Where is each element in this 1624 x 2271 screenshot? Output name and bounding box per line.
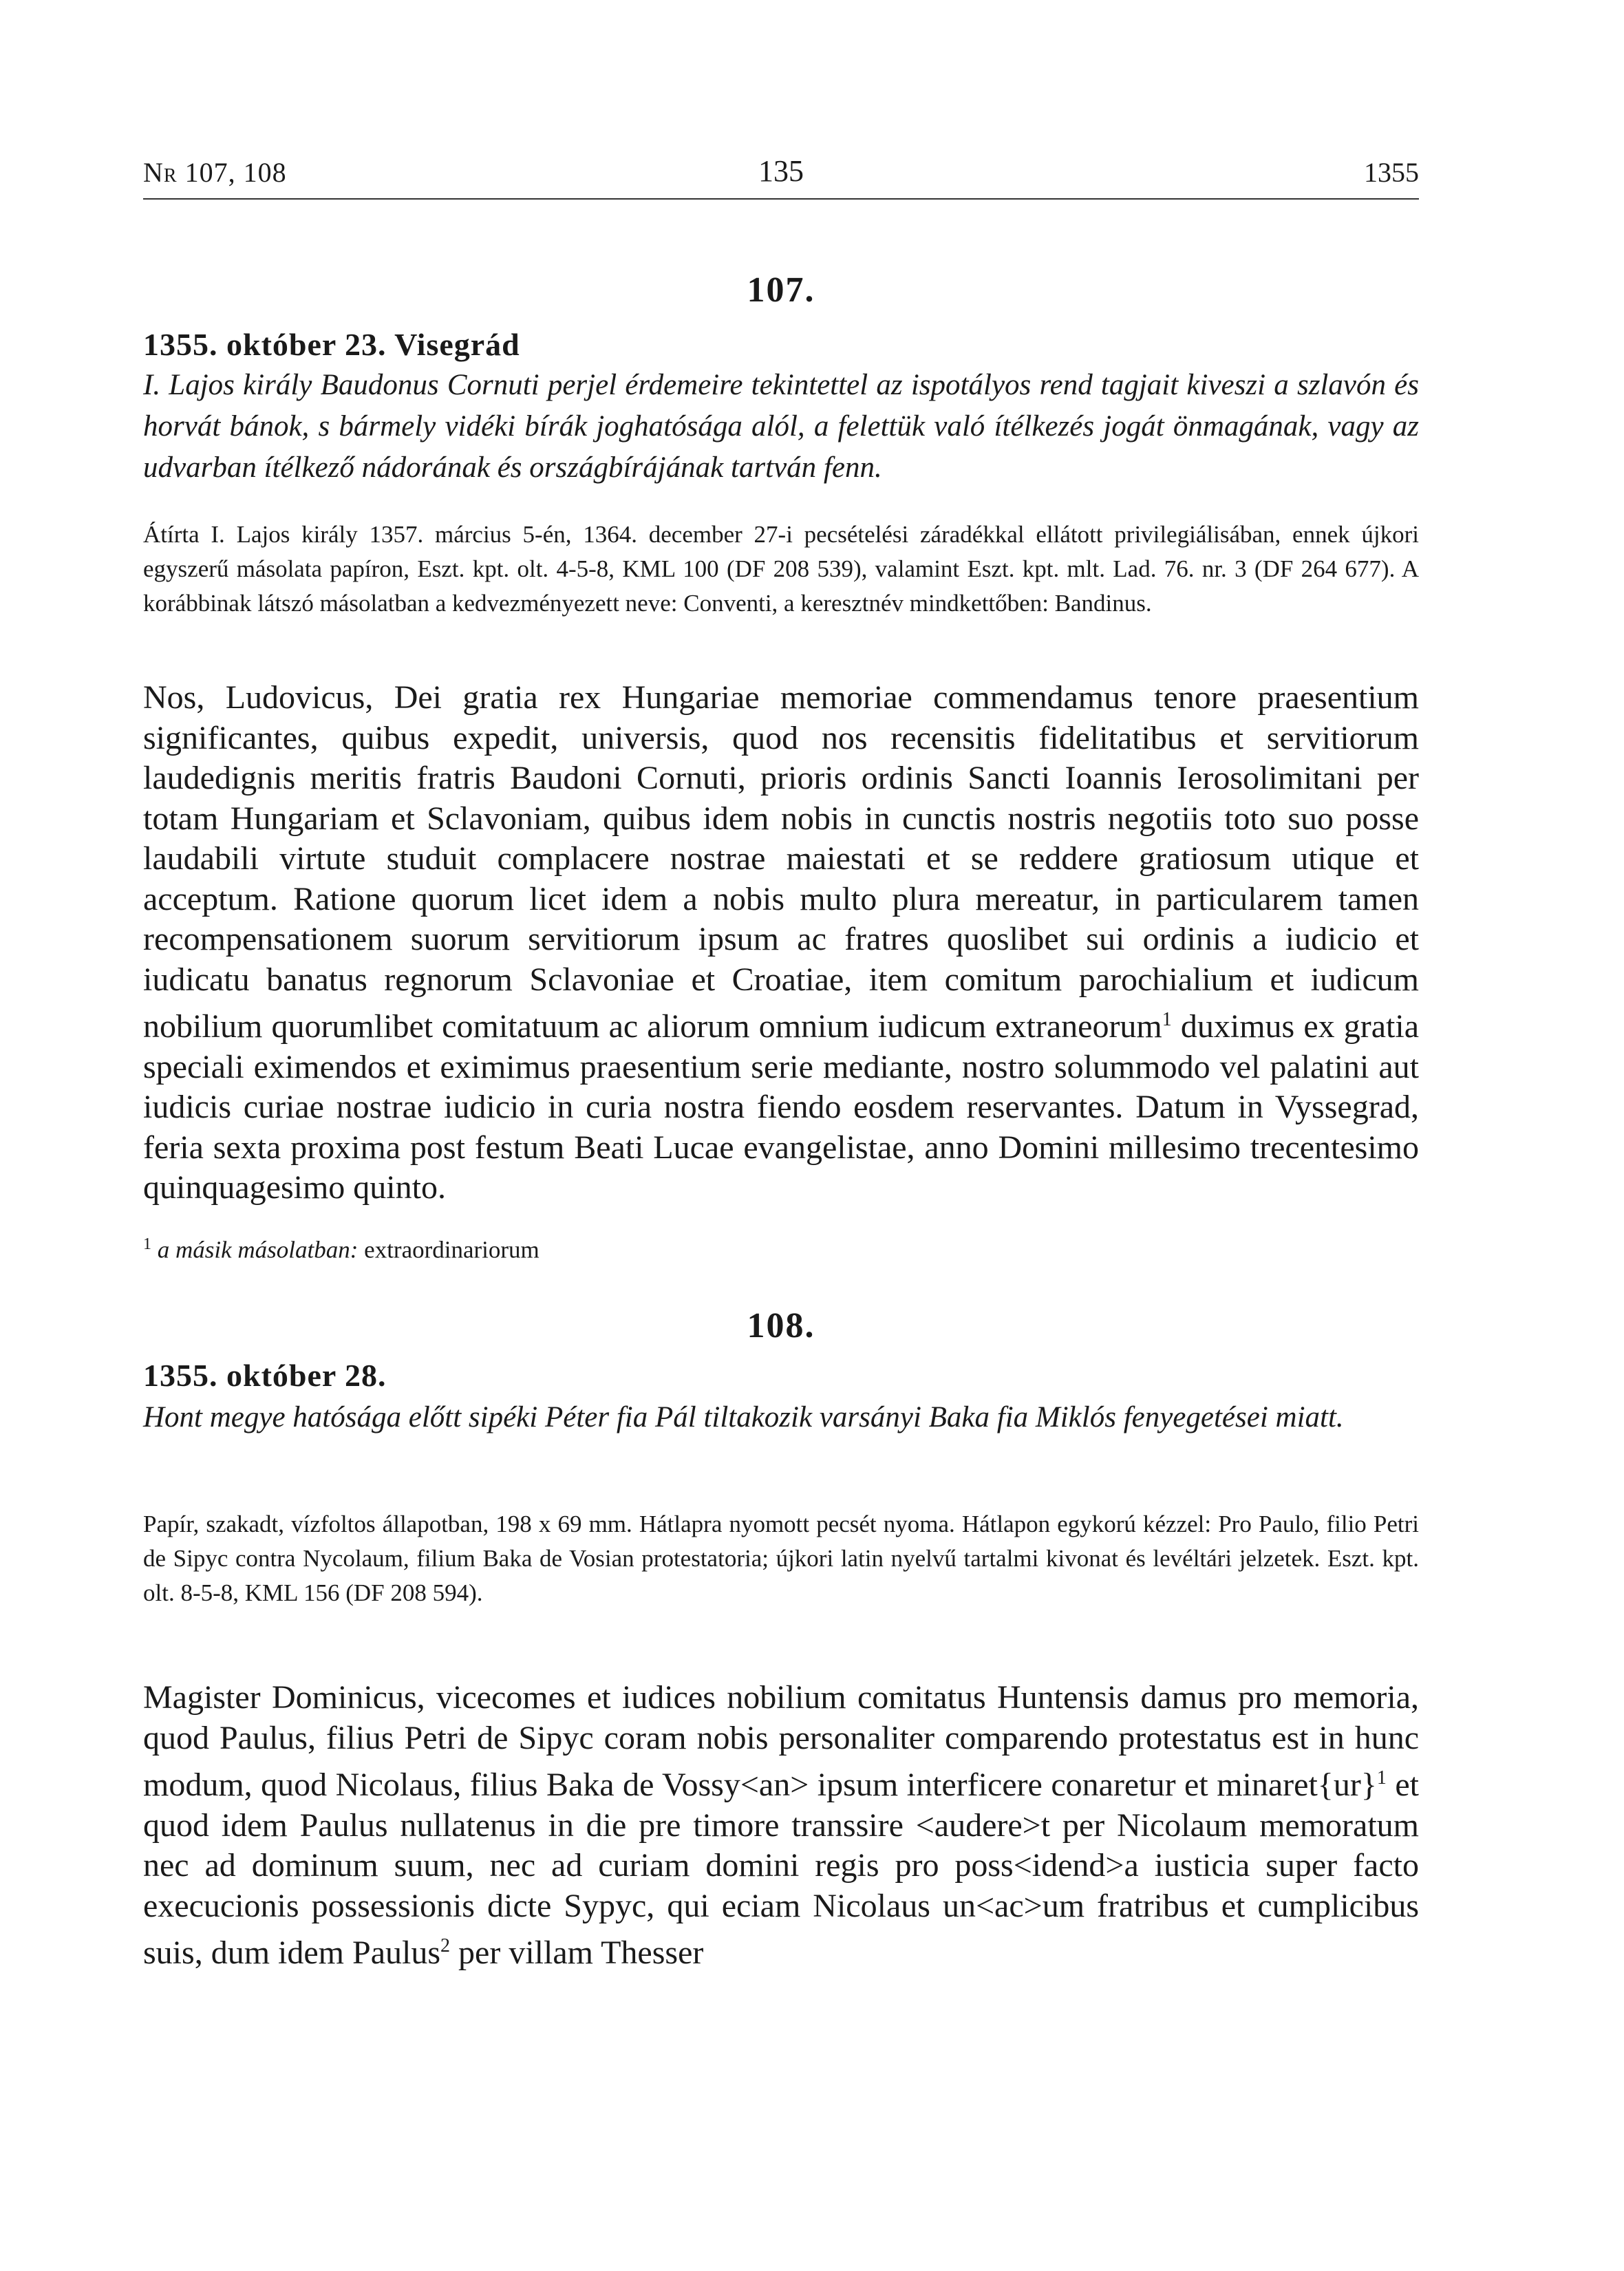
header-page-number: 135 [758,154,804,188]
header-year: 1355 [1364,157,1419,188]
doc-107-text-part2: duximus ex gratia speciali eximendos et eximimus praesentium serie mediante, nostro solummodo vel palatini aut iudicis curiae nostrae iudicio in curia nostra fiendo eosdem reservantes. Datum in Vyssegrad, feria sexta proxima post festum Beati Lucae evangelistae, anno Domini millesimo trecentesimo quinquagesimo quinto. [143,1008,1420,1206]
doc-108-text-part2: et quod idem Paulus nullatenus in die pre timore transsire <audere>t per Nicolaum memoratum nec ad dominum suum, nec ad curiam domini regis pro poss<idend>a iusticia super facto execucionis possessionis dicte Sypyc, qui eciam Nicolaus un<ac>um fratribus et cumplicibus suis, dum idem Paulus [143,1767,1419,1971]
doc-108-regest: Hont megye hatósága előtt sipéki Péter fia Pál tiltakozik varsányi Baka fia Miklós fenyegetései miatt. [143,1401,1344,1433]
footnote-mark: 1 [143,1235,151,1253]
doc-107-text [143,678,1419,1208]
footnote-text: extraordinariorum [358,1236,539,1264]
footnote-lead: a másik másolatban: [151,1236,359,1264]
doc-107-footnote-ref: 1 [1162,1009,1172,1030]
doc-108-footnote-ref-1: 1 [1376,1767,1387,1789]
doc-108-date: 1355. október 28. [143,1358,387,1393]
running-header [143,150,1419,200]
doc-108-text-part3: per villam Thesser [450,1934,704,1971]
doc-108-footnote-ref-2: 2 [440,1935,451,1957]
doc-107-regest: I. Lajos király Baudonus Cornuti perjel érdemeire tekintettel az ispotályos rend tagjait kiveszi a szlavón és horvát bánok, s bármely vidéki bírák joghatósága alól, a felettük való ítélkezés jogát önmagának, vagy az udvarban ítélkező nádorának és országbírájának tartván fenn. [143,369,1419,484]
doc-108-text [143,1678,1419,1974]
doc-107-text-part1: Nos, Ludovicus, Dei gratia rex Hungariae memoriae commendamus tenore praesentium significantes, quibus expedit, universis, quod nos recensitis fidelitatibus et servitiorum laudedignis meritis fratris Baudoni Cornuti, prioris ordinis Sancti Ioannis Ierosolimitani per totam Hungariam et Sclavoniam, quibus idem nobis in cunctis nostris negotiis toto suo posse laudabili virtute studuit complacere nostrae maiestati et se reddere gratiosum utique et acceptum. Ratione quorum licet idem a nobis multo plura mereatur, in particularem tamen recompensationem suorum servitiorum ipsum ac fratres quoslibet sui ordinis a iudicio et iudicatu banatus regnorum Sclavoniae et Croatiae, item comitum parochialium et iudicum nobilium quorumlibet comitatuum ac aliorum omnium iudicum extraneorum [143,679,1419,1045]
header-nr-prefix: Nr [143,157,178,188]
doc-108-number: 108. [747,1306,815,1345]
doc-108-text-part1: Magister Dominicus, vicecomes et iudices nobilium comitatus Huntensis damus pro memoria, quod Paulus, filius Petri de Sipyc coram nobis personaliter comparendo protestatus est in hunc modum, quod Nicolaus, filius Baka de Vossy<an> ipsum interficere conaretur et minaret{ur} [143,1679,1419,1803]
doc-107-apparatus: Átírta I. Lajos király 1357. március 5-én, 1364. december 27-i pecsételési záradékkal ellátott privilegiálisában, ennek újkori egyszerű másolata papíron, Eszt. kpt. olt. 4-5-8, KML 100 (DF 208 539), valamint Eszt. kpt. mlt. Lad. 76. nr. 3 (DF 264 677). A korábbinak látszó másolatban a kedvezményezett neve: Conventi, a keresztnév mindkettőben: Bandinus. [143,521,1419,617]
doc-107-footnote [143,1228,1419,1267]
doc-107-number: 107. [747,270,815,310]
doc-107-date: 1355. október 23. Visegrád [143,327,520,362]
header-nr-numbers: 107, 108 [177,157,287,188]
doc-108-apparatus: Papír, szakadt, vízfoltos állapotban, 198 x 69 mm. Hátlapra nyomott pecsét nyoma. Hátlapon egykorú kézzel: Pro Paulo, filio Petri de Sipyc contra Nycolaum, filium Baka de Vosian protestatoria; újkori latin nyelvű tartalmi kivonat és levéltári jelzetek. Eszt. kpt. olt. 8-5-8, KML 156 (DF 208 594). [143,1511,1419,1606]
